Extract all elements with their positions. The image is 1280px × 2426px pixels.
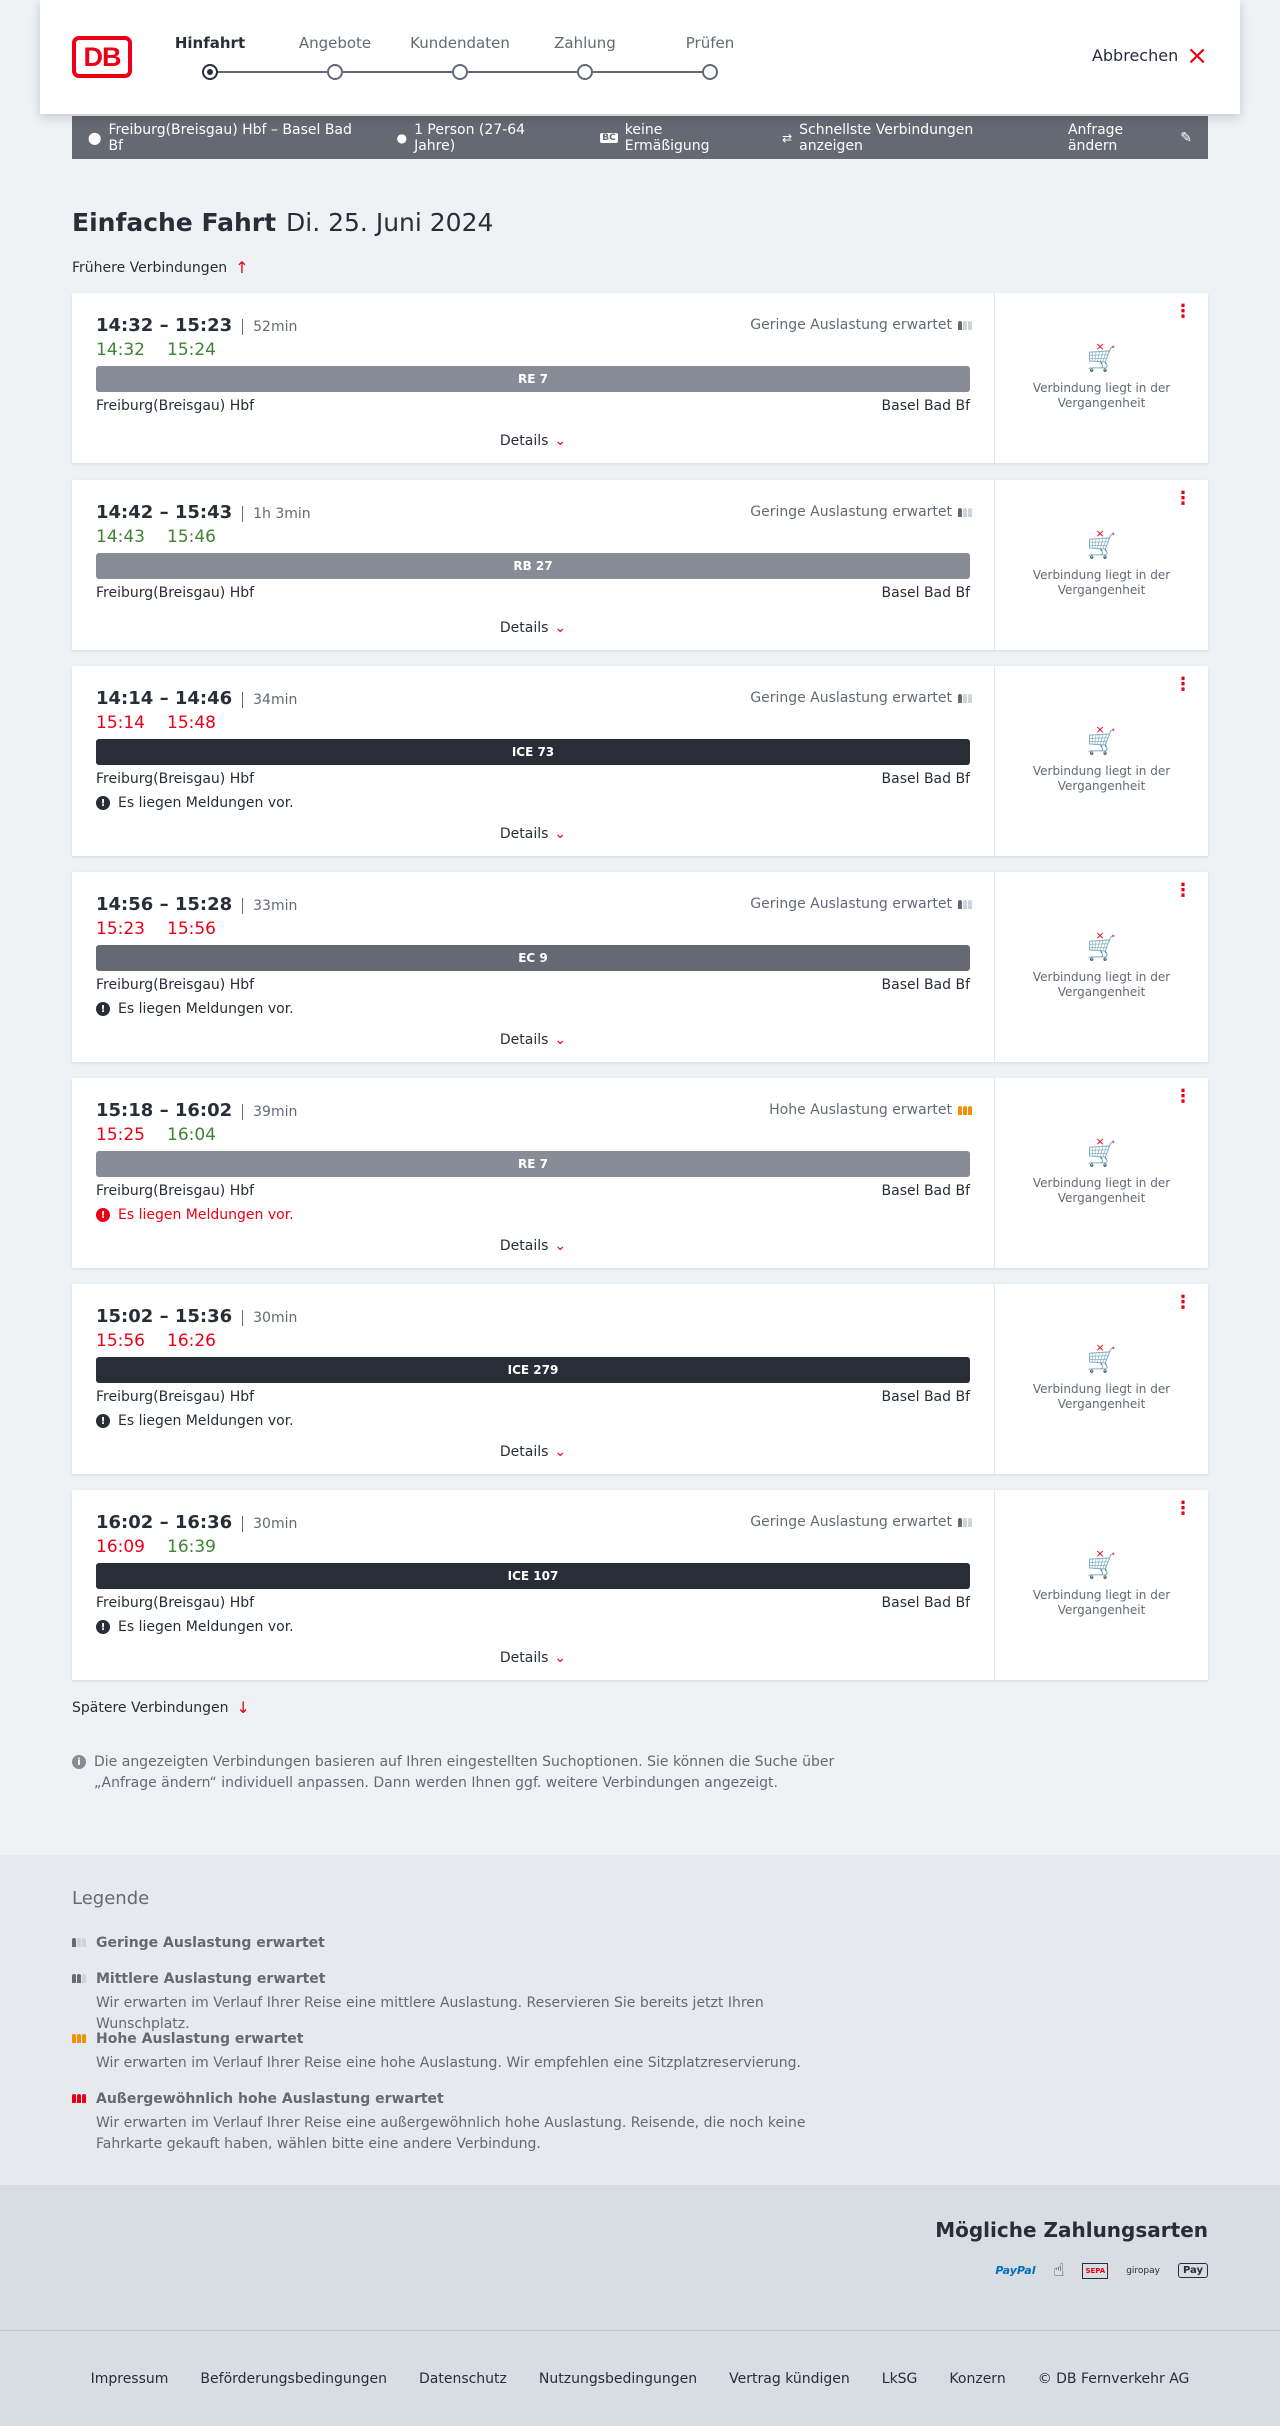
alert-icon: ! — [96, 1002, 110, 1016]
legend-section — [0, 1855, 1280, 2185]
past-connection-text: Verbindung liegt in der Vergangenheit — [1032, 1382, 1171, 1411]
fastest-text: Schnellste Verbindungen anzeigen — [799, 121, 974, 154]
train-bar: ICE 279 — [96, 1357, 970, 1383]
realtime-times — [96, 1125, 970, 1145]
legend-text: Wir erwarten im Verlauf Ihrer Reise eine außergewöhnlich hohe Auslastung. Reisende, die noch keine Fahrkarte gekauft haben, wählen bitte eine andere Verbindung. — [96, 2115, 806, 2152]
load-text: Geringe Auslastung erwartet — [750, 317, 952, 333]
footer-link-impressum[interactable]: Impressum — [90, 2370, 169, 2387]
load-medium-icon — [72, 1974, 86, 1983]
info-text: Die angezeigten Verbindungen basieren auf Ihren eingestellten Suchoptionen. Sie können die Suche über „Anfrage ändern“ individuell anpassen. Dann werden Ihnen ggf. weitere Verbindungen angezeigt. — [94, 1754, 835, 1791]
step-hinfahrt: Hinfahrt — [174, 34, 246, 52]
arrival-station: Basel Bad Bf — [881, 398, 970, 414]
load-low-icon — [958, 694, 972, 703]
info-note — [72, 1752, 852, 1794]
footer-link-befoerderung[interactable]: Beförderungsbedingungen — [200, 2370, 387, 2387]
legend-text: Wir erwarten im Verlauf Ihrer Reise eine hohe Auslastung. Wir empfehlen eine Sitzplatzreservierung. — [96, 2055, 801, 2071]
message-notice — [96, 1207, 970, 1223]
giropay-icon: giropay — [1126, 2265, 1160, 2276]
planned-times: 14:32 – 15:23 — [96, 315, 233, 336]
arrival-station: Basel Bad Bf — [881, 1389, 970, 1405]
more-options-icon[interactable]: ⋮ — [1174, 1086, 1192, 1107]
load-text: Geringe Auslastung erwartet — [750, 504, 952, 520]
step-angebote: Angebote — [298, 34, 372, 52]
message-text: Es liegen Meldungen vor. — [118, 1619, 294, 1635]
query-route — [88, 122, 361, 154]
load-text: Geringe Auslastung erwartet — [750, 896, 952, 912]
load-high-icon — [72, 2034, 86, 2043]
connection-main — [72, 480, 995, 650]
legend-label: Hohe Auslastung erwartet — [96, 2031, 304, 2047]
train-bar: EC 9 — [96, 945, 970, 971]
train-bar: ICE 73 — [96, 739, 970, 765]
past-connection-text: Verbindung liegt in der Vergangenheit — [1032, 1588, 1171, 1617]
duration: 33min — [242, 898, 297, 914]
stations — [96, 1183, 970, 1199]
footer-link-kuendigen[interactable]: Vertrag kündigen — [729, 2370, 850, 2387]
load-indicator — [750, 690, 972, 706]
load-extreme-icon — [72, 2094, 86, 2103]
footer-link-konzern[interactable]: Konzern — [949, 2370, 1006, 2387]
load-text: Geringe Auslastung erwartet — [750, 690, 952, 706]
departure-station: Freiburg(Breisgau) Hbf — [96, 585, 255, 601]
realtime-times — [96, 340, 970, 360]
legend-item-extreme — [72, 2091, 856, 2155]
sepa-icon: SEPA — [1082, 2263, 1108, 2279]
pencil-icon: ✎ — [1180, 129, 1192, 146]
realtime-arrival: 16:39 — [167, 1537, 216, 1557]
realtime-arrival: 15:56 — [167, 919, 216, 939]
cancel-label: Abbrechen — [1091, 46, 1179, 65]
connection-main — [72, 872, 995, 1062]
connection-main — [72, 1490, 995, 1680]
footer-link-datenschutz[interactable]: Datenschutz — [418, 2370, 507, 2387]
later-connections-link[interactable] — [72, 1698, 250, 1717]
connection-side — [995, 1490, 1208, 1680]
arrival-station: Basel Bad Bf — [881, 585, 970, 601]
chevron-down-icon: ⌄ — [554, 1032, 567, 1048]
duration: 30min — [242, 1516, 297, 1532]
details-toggle[interactable] — [72, 1238, 994, 1254]
step-kundendaten: Kundendaten — [410, 34, 510, 52]
departure-station: Freiburg(Breisgau) Hbf — [96, 977, 255, 993]
duration: 30min — [242, 1310, 297, 1326]
cart-unavailable-icon: 🛒 × — [1087, 1140, 1117, 1168]
step-dot-kundendaten — [452, 64, 468, 80]
close-icon: × — [1186, 40, 1208, 71]
departure-station: Freiburg(Breisgau) Hbf — [96, 398, 255, 414]
legend-item-medium — [72, 1971, 856, 2035]
cancel-button[interactable] — [1091, 40, 1208, 71]
realtime-departure: 15:25 — [96, 1125, 145, 1145]
chevron-down-icon: ⌄ — [554, 620, 567, 636]
planned-times: 14:56 – 15:28 — [96, 894, 233, 915]
footer — [0, 2330, 1280, 2426]
train-bar: RE 7 — [96, 366, 970, 392]
info-icon: i — [72, 1755, 86, 1769]
past-connection-text: Verbindung liegt in der Vergangenheit — [1032, 1176, 1171, 1205]
departure-station: Freiburg(Breisgau) Hbf — [96, 1595, 255, 1611]
realtime-arrival: 15:46 — [167, 527, 216, 547]
query-persons — [397, 122, 565, 154]
connection-card[interactable] — [72, 480, 1208, 650]
load-indicator — [769, 1102, 972, 1118]
details-toggle[interactable] — [72, 1650, 994, 1666]
realtime-arrival: 15:48 — [167, 713, 216, 733]
bahncard-icon: BC — [602, 132, 616, 143]
connection-card[interactable] — [72, 1490, 1208, 1680]
realtime-departure: 14:32 — [96, 340, 145, 360]
details-label: Details — [499, 1032, 549, 1048]
chevron-down-icon: ⌄ — [554, 1650, 567, 1666]
train-bar: RB 27 — [96, 553, 970, 579]
realtime-departure: 15:56 — [96, 1331, 145, 1351]
route-text: Freiburg(Breisgau) Hbf – Basel Bad Bf — [108, 121, 352, 154]
connection-card[interactable] — [72, 1078, 1208, 1268]
load-indicator — [750, 1514, 972, 1530]
payment-methods — [995, 2260, 1208, 2281]
legend-label: Außergewöhnlich hohe Auslastung erwartet — [96, 2091, 444, 2107]
details-label: Details — [499, 1650, 549, 1666]
alert-icon: ! — [96, 1414, 110, 1428]
page-title — [72, 208, 493, 237]
details-toggle[interactable] — [72, 620, 994, 636]
details-toggle[interactable] — [72, 1032, 994, 1048]
connection-side — [995, 480, 1208, 650]
discount-text: keine Ermäßigung — [624, 121, 710, 154]
planned-times: 14:14 – 14:46 — [96, 688, 233, 709]
details-label: Details — [499, 433, 549, 449]
realtime-departure: 15:23 — [96, 919, 145, 939]
payment-section — [0, 2185, 1280, 2330]
details-toggle[interactable] — [72, 1444, 994, 1460]
train-bar: RE 7 — [96, 1151, 970, 1177]
later-label: Spätere Verbindungen — [72, 1699, 229, 1716]
connection-main — [72, 1078, 995, 1268]
realtime-times — [96, 1331, 970, 1351]
stations — [96, 1595, 970, 1611]
chevron-down-icon: ⌄ — [554, 1444, 567, 1460]
realtime-times — [96, 919, 970, 939]
cart-unavailable-icon: 🛒 × — [1087, 345, 1117, 373]
credit-card-icon: ☝ — [1053, 2260, 1065, 2281]
realtime-times — [96, 713, 970, 733]
step-dot-pruefen — [702, 64, 718, 80]
message-notice — [96, 1413, 970, 1429]
realtime-departure: 16:09 — [96, 1537, 145, 1557]
footer-link-nutzung[interactable]: Nutzungsbedingungen — [538, 2370, 698, 2387]
alert-icon: ! — [96, 1620, 110, 1634]
connection-side — [995, 1078, 1208, 1268]
planned-times: 14:42 – 15:43 — [96, 502, 233, 523]
more-options-icon[interactable]: ⋮ — [1174, 674, 1192, 695]
cart-unavailable-icon: 🛒 × — [1087, 934, 1117, 962]
arrival-station: Basel Bad Bf — [881, 977, 970, 993]
connection-main — [72, 293, 995, 463]
message-text: Es liegen Meldungen vor. — [118, 1413, 294, 1429]
past-connection-text: Verbindung liegt in der Vergangenheit — [1032, 764, 1171, 793]
load-indicator — [750, 504, 972, 520]
legend-label: Geringe Auslastung erwartet — [96, 1935, 325, 1951]
progress-stepper — [174, 34, 735, 84]
connection-card[interactable] — [72, 872, 1208, 1062]
departure-station: Freiburg(Breisgau) Hbf — [96, 1183, 255, 1199]
page-date: Di. 25. Juni 2024 — [286, 208, 494, 237]
load-low-icon — [958, 508, 972, 517]
location-pin-icon: ⬤ — [88, 130, 102, 145]
realtime-departure: 15:14 — [96, 713, 145, 733]
more-options-icon[interactable]: ⋮ — [1174, 1498, 1192, 1519]
cart-unavailable-icon: 🛒 × — [1087, 532, 1117, 560]
query-discount — [600, 122, 746, 154]
connection-card[interactable] — [72, 666, 1208, 856]
query-fastest — [782, 122, 1032, 154]
realtime-times — [96, 1537, 970, 1557]
connection-card[interactable] — [72, 1284, 1208, 1474]
stations — [96, 398, 970, 414]
duration: 39min — [242, 1104, 297, 1120]
details-label: Details — [499, 620, 549, 636]
load-text: Hohe Auslastung erwartet — [769, 1102, 952, 1118]
load-high-icon — [958, 1106, 972, 1115]
connection-main — [72, 1284, 995, 1474]
message-notice — [96, 795, 970, 811]
more-options-icon[interactable]: ⋮ — [1174, 301, 1192, 322]
step-zahlung: Zahlung — [554, 34, 616, 52]
earlier-connections-link[interactable] — [72, 258, 249, 277]
more-options-icon[interactable]: ⋮ — [1174, 880, 1192, 901]
duration: 34min — [242, 692, 297, 708]
planned-times: 15:18 – 16:02 — [96, 1100, 233, 1121]
more-options-icon[interactable]: ⋮ — [1174, 1292, 1192, 1313]
apple-pay-icon: Pay — [1178, 2263, 1208, 2278]
payment-title: Mögliche Zahlungsarten — [935, 2218, 1208, 2242]
departure-station: Freiburg(Breisgau) Hbf — [96, 771, 255, 787]
message-notice — [96, 1001, 970, 1017]
header — [40, 0, 1240, 114]
step-dot-hinfahrt — [202, 64, 218, 80]
legend-text: Wir erwarten im Verlauf Ihrer Reise eine mittlere Auslastung. Reservieren Sie bereits jetzt Ihren Wunschplatz. — [96, 1995, 764, 2032]
step-dot-zahlung — [577, 64, 593, 80]
chevron-down-icon: ⌄ — [554, 826, 567, 842]
arrival-station: Basel Bad Bf — [881, 1595, 970, 1611]
edit-query-label: Anfrage ändern — [1067, 121, 1124, 154]
connection-side — [995, 666, 1208, 856]
departure-station: Freiburg(Breisgau) Hbf — [96, 1389, 255, 1405]
stations — [96, 1389, 970, 1405]
details-label: Details — [499, 1238, 549, 1254]
page-title-text: Einfache Fahrt — [72, 208, 277, 237]
cart-unavailable-icon: 🛒 × — [1087, 1346, 1117, 1374]
legend-item-low — [72, 1935, 325, 1951]
footer-copyright: © DB Fernverkehr AG — [1037, 2370, 1190, 2387]
earlier-label: Frühere Verbindungen — [72, 259, 228, 276]
stations — [96, 585, 970, 601]
load-indicator — [750, 317, 972, 333]
load-low-icon — [958, 321, 972, 330]
step-pruefen: Prüfen — [685, 34, 735, 52]
duration: 52min — [242, 319, 297, 335]
past-connection-text: Verbindung liegt in der Vergangenheit — [1032, 568, 1171, 597]
planned-times: 15:02 – 15:36 — [96, 1306, 233, 1327]
alert-icon: ! — [96, 796, 110, 810]
realtime-arrival: 15:24 — [167, 340, 216, 360]
load-text: Geringe Auslastung erwartet — [750, 1514, 952, 1530]
paypal-icon: PayPal — [995, 2264, 1036, 2277]
connection-side — [995, 872, 1208, 1062]
load-low-icon — [958, 1518, 972, 1527]
details-label: Details — [499, 1444, 549, 1460]
footer-link-lksg[interactable]: LkSG — [881, 2370, 918, 2387]
chevron-down-icon: ⌄ — [554, 433, 567, 449]
duration: 1h 3min — [242, 506, 311, 522]
message-text: Es liegen Meldungen vor. — [118, 1207, 294, 1223]
details-label: Details — [499, 826, 549, 842]
persons-text: 1 Person (27-64 Jahre) — [414, 121, 526, 154]
stations — [96, 771, 970, 787]
past-connection-text: Verbindung liegt in der Vergangenheit — [1032, 970, 1171, 999]
message-text: Es liegen Meldungen vor. — [118, 1001, 294, 1017]
stations — [96, 977, 970, 993]
realtime-departure: 14:43 — [96, 527, 145, 547]
message-notice — [96, 1619, 970, 1635]
arrow-up-icon: ↑ — [235, 258, 249, 277]
db-logo[interactable]: DB — [72, 36, 132, 78]
arrow-down-icon: ↓ — [236, 1698, 250, 1717]
realtime-arrival: 16:04 — [167, 1125, 216, 1145]
connection-main — [72, 666, 995, 856]
realtime-arrival: 16:26 — [167, 1331, 216, 1351]
alert-icon: ! — [96, 1208, 110, 1222]
edit-query-button[interactable] — [1068, 122, 1192, 154]
swap-icon: ⇄ — [782, 130, 793, 145]
query-bar — [72, 116, 1208, 159]
more-options-icon[interactable]: ⋮ — [1174, 488, 1192, 509]
legend-item-high — [72, 2031, 856, 2074]
past-connection-text: Verbindung liegt in der Vergangenheit — [1032, 381, 1171, 410]
load-indicator — [750, 896, 972, 912]
realtime-times — [96, 527, 970, 547]
arrival-station: Basel Bad Bf — [881, 1183, 970, 1199]
cart-unavailable-icon: 🛒 × — [1087, 1552, 1117, 1580]
load-low-icon — [958, 900, 972, 909]
connection-side — [995, 1284, 1208, 1474]
connection-times — [96, 1306, 970, 1327]
load-low-icon — [72, 1938, 86, 1947]
chevron-down-icon: ⌄ — [554, 1238, 567, 1254]
legend-label: Mittlere Auslastung erwartet — [96, 1971, 326, 1987]
person-icon: ● — [396, 130, 408, 145]
step-dot-angebote — [327, 64, 343, 80]
planned-times: 16:02 – 16:36 — [96, 1512, 233, 1533]
connection-side — [995, 293, 1208, 463]
cart-unavailable-icon: 🛒 × — [1087, 728, 1117, 756]
message-text: Es liegen Meldungen vor. — [118, 795, 294, 811]
details-toggle[interactable] — [72, 433, 994, 449]
legend-title: Legende — [72, 1888, 150, 1909]
connection-card[interactable] — [72, 293, 1208, 463]
details-toggle[interactable] — [72, 826, 994, 842]
arrival-station: Basel Bad Bf — [881, 771, 970, 787]
train-bar: ICE 107 — [96, 1563, 970, 1589]
